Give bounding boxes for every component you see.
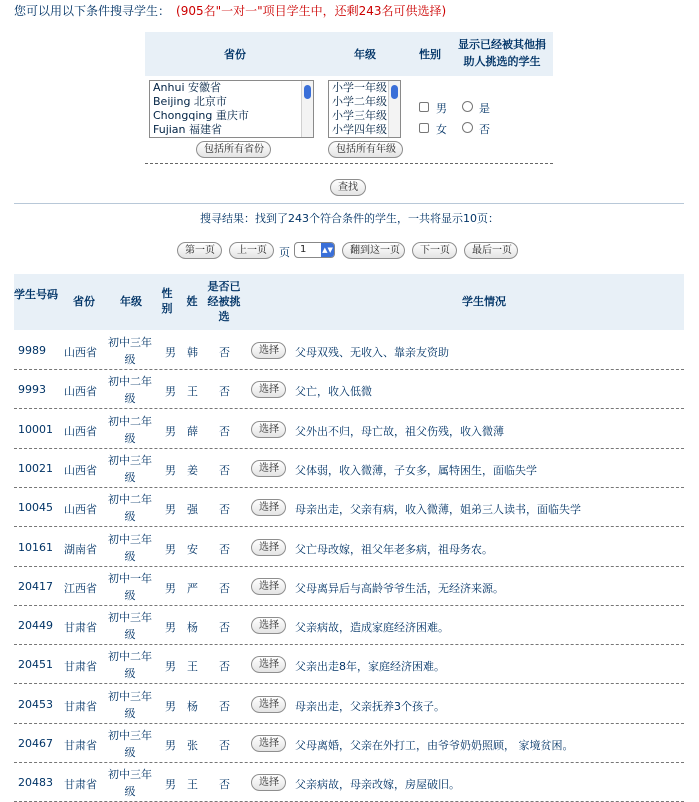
last-page-button[interactable]: 最后一页	[464, 242, 518, 259]
prev-page-button[interactable]: 上一页	[229, 242, 274, 259]
student-situation: 父亡母改嫁，祖父年老多病，祖母务农。	[295, 543, 493, 556]
student-id: 10001	[18, 423, 53, 436]
select-student-button[interactable]: 选择	[251, 499, 286, 516]
student-surname: 王	[187, 778, 198, 791]
student-gender: 男	[165, 543, 176, 556]
student-grade: 初中三年级	[108, 768, 152, 798]
student-surname: 王	[187, 660, 198, 673]
show-picked-yes-label: 是	[479, 102, 490, 115]
student-province: 甘肃省	[64, 660, 97, 673]
student-province: 甘肃省	[64, 700, 97, 713]
filter-divider	[145, 163, 553, 164]
student-picked: 否	[219, 621, 230, 634]
student-picked: 否	[219, 464, 230, 477]
select-student-button[interactable]: 选择	[251, 342, 286, 359]
gender-female-label: 女	[436, 123, 447, 136]
table-row	[14, 763, 684, 802]
gender-male-checkbox[interactable]	[419, 102, 429, 112]
table-row	[14, 488, 684, 527]
first-page-button[interactable]: 第一页	[177, 242, 222, 259]
province-option[interactable]: Beijing 北京市	[153, 95, 227, 108]
student-gender: 男	[165, 464, 176, 477]
student-surname: 严	[187, 582, 198, 595]
student-id: 20483	[18, 776, 53, 789]
student-surname: 安	[187, 543, 198, 556]
select-student-button[interactable]: 选择	[251, 617, 286, 634]
show-picked-yes-radio[interactable]	[462, 101, 473, 112]
student-grade: 初中二年级	[108, 375, 152, 405]
page-label: 页	[279, 246, 290, 259]
table-row	[14, 528, 684, 567]
student-gender: 男	[165, 385, 176, 398]
go-to-page-button[interactable]: 翻到这一页	[342, 242, 405, 259]
select-student-button[interactable]: 选择	[251, 696, 286, 713]
student-id: 9989	[18, 344, 46, 357]
select-student-button[interactable]: 选择	[251, 578, 286, 595]
table-row	[14, 370, 684, 409]
gender-male-label: 男	[436, 102, 447, 115]
table-row	[14, 685, 684, 724]
select-student-button[interactable]: 选择	[251, 421, 286, 438]
student-surname: 强	[187, 503, 198, 516]
grade-option[interactable]: 小学一年级	[332, 81, 387, 94]
show-picked-no-label: 否	[479, 123, 490, 136]
table-row	[14, 410, 684, 449]
student-gender: 男	[165, 778, 176, 791]
intro-text: 您可以用以下条件搜寻学生：	[14, 4, 171, 18]
select-student-button[interactable]: 选择	[251, 735, 286, 752]
search-button[interactable]: 查找	[330, 179, 366, 196]
grade-option[interactable]: 小学三年级	[332, 109, 387, 122]
student-gender: 男	[165, 660, 176, 673]
student-id: 10161	[18, 541, 53, 554]
table-row	[14, 567, 684, 606]
province-option[interactable]: Chongqing 重庆市	[153, 109, 249, 122]
section-divider	[14, 203, 684, 204]
page-select[interactable]	[294, 242, 335, 258]
student-surname: 杨	[187, 700, 198, 713]
include-all-provinces-button[interactable]: 包括所有省份	[196, 141, 271, 158]
student-id: 20451	[18, 658, 53, 671]
student-situation: 母亲出走，父亲抚养3个孩子。	[295, 700, 445, 713]
col-header-id: 学生号码	[14, 288, 58, 301]
grade-listbox[interactable]	[328, 80, 401, 138]
student-gender: 男	[165, 503, 176, 516]
search-filter-panel	[145, 32, 553, 166]
province-scrollbar[interactable]	[301, 81, 313, 137]
student-picked: 否	[219, 660, 230, 673]
student-province: 甘肃省	[64, 778, 97, 791]
select-student-button[interactable]: 选择	[251, 656, 286, 673]
col-header-grade: 年级	[120, 295, 142, 308]
student-situation: 父亡，收入低微	[295, 385, 372, 398]
student-situation: 父母离异后与高龄爷爷生活，无经济来源。	[295, 582, 504, 595]
student-province: 江西省	[64, 582, 97, 595]
col-header-surname: 姓	[186, 295, 198, 308]
student-picked: 否	[219, 503, 230, 516]
student-situation: 父母离婚，父亲在外打工，由爷爷奶奶照顾， 家境贫困。	[295, 739, 574, 752]
student-grade: 初中二年级	[108, 650, 152, 680]
student-picked: 否	[219, 425, 230, 438]
search-intro	[14, 2, 446, 19]
student-grade: 初中二年级	[108, 415, 152, 445]
student-gender: 男	[165, 425, 176, 438]
col-header-gender: 性别	[161, 287, 173, 315]
grade-scroll-thumb[interactable]	[391, 85, 398, 99]
student-grade: 初中一年级	[108, 572, 152, 602]
student-province: 山西省	[64, 385, 97, 398]
student-grade: 初中三年级	[108, 690, 152, 720]
table-row	[14, 449, 684, 488]
select-student-button[interactable]: 选择	[251, 460, 286, 477]
table-row	[14, 724, 684, 763]
filter-header-gender: 性别	[419, 48, 441, 61]
student-situation: 父外出不归，母亡故，祖父伤残，收入微薄	[295, 425, 504, 438]
student-surname: 薛	[187, 425, 198, 438]
filter-header	[145, 32, 553, 76]
student-situation: 父亲出走8年，家庭经济困难。	[295, 660, 445, 673]
grade-scrollbar[interactable]	[388, 81, 400, 137]
student-id: 20453	[18, 698, 53, 711]
province-listbox[interactable]	[149, 80, 314, 138]
remaining-count-note: (905名"一对一"项目学生中，还剩243名可供选择)	[176, 4, 447, 18]
table-row	[14, 331, 684, 370]
student-gender: 男	[165, 346, 176, 359]
student-grade: 初中三年级	[108, 729, 152, 759]
student-grade: 初中三年级	[108, 336, 152, 366]
student-surname: 韩	[187, 346, 198, 359]
col-header-situation: 学生情况	[462, 295, 506, 308]
student-situation: 父体弱，收入微薄，子女多，属特困生，面临失学	[295, 464, 537, 477]
student-grade: 初中三年级	[108, 533, 152, 563]
student-id: 10021	[18, 462, 53, 475]
student-province: 甘肃省	[64, 621, 97, 634]
student-province: 甘肃省	[64, 739, 97, 752]
select-student-button[interactable]: 选择	[251, 539, 286, 556]
province-scroll-thumb[interactable]	[304, 85, 311, 99]
student-gender: 男	[165, 582, 176, 595]
student-id: 20417	[18, 580, 53, 593]
province-option[interactable]: Anhui 安徽省	[153, 81, 221, 94]
province-option[interactable]: Fujian 福建省	[153, 123, 223, 136]
select-student-button[interactable]: 选择	[251, 381, 286, 398]
student-situation: 母亲出走，父亲有病，收入微薄，姐弟三人读书，面临失学	[295, 503, 581, 516]
student-picked: 否	[219, 543, 230, 556]
student-gender: 男	[165, 621, 176, 634]
search-result-summary: 搜寻结果：找到了243个符合条件的学生，一共将显示10页：	[200, 212, 499, 225]
grade-option[interactable]: 小学四年级	[332, 123, 387, 136]
filter-header-province: 省份	[224, 48, 246, 61]
col-header-picked: 是否已经被挑选	[207, 280, 241, 323]
filter-header-show-picked: 显示已经被其他捐助人挑选的学生	[458, 38, 546, 68]
include-all-grades-button[interactable]: 包括所有年级	[328, 141, 403, 158]
students-table-header	[14, 274, 684, 330]
next-page-button[interactable]: 下一页	[412, 242, 457, 259]
student-grade: 初中二年级	[108, 493, 152, 523]
page-select-value: 1	[300, 244, 307, 255]
select-arrows-icon: ▲▼	[321, 243, 334, 257]
student-province: 山西省	[64, 464, 97, 477]
student-surname: 姜	[187, 464, 198, 477]
student-situation: 父亲病故，母亲改嫁，房屋破旧。	[295, 778, 460, 791]
student-id: 20449	[18, 619, 53, 632]
student-picked: 否	[219, 739, 230, 752]
student-picked: 否	[219, 385, 230, 398]
student-id: 20467	[18, 737, 53, 750]
student-picked: 否	[219, 778, 230, 791]
table-row	[14, 606, 684, 645]
student-grade: 初中三年级	[108, 454, 152, 484]
select-student-button[interactable]: 选择	[251, 774, 286, 791]
student-province: 山西省	[64, 425, 97, 438]
student-id: 10045	[18, 501, 53, 514]
grade-option[interactable]: 小学二年级	[332, 95, 387, 108]
gender-female-checkbox[interactable]	[419, 123, 429, 133]
student-surname: 杨	[187, 621, 198, 634]
student-province: 山西省	[64, 346, 97, 359]
student-picked: 否	[219, 700, 230, 713]
student-province: 山西省	[64, 503, 97, 516]
table-row	[14, 645, 684, 684]
student-gender: 男	[165, 739, 176, 752]
student-situation: 父母双残、无收入、靠亲友资助	[295, 346, 449, 359]
student-situation: 父亲病故，造成家庭经济困难。	[295, 621, 449, 634]
student-id: 9993	[18, 383, 46, 396]
filter-header-grade: 年级	[354, 48, 376, 61]
show-picked-no-radio[interactable]	[462, 122, 473, 133]
student-surname: 王	[187, 385, 198, 398]
student-gender: 男	[165, 700, 176, 713]
student-province: 湖南省	[64, 543, 97, 556]
student-grade: 初中三年级	[108, 611, 152, 641]
col-header-province: 省份	[73, 295, 95, 308]
student-surname: 张	[187, 739, 198, 752]
student-picked: 否	[219, 346, 230, 359]
student-picked: 否	[219, 582, 230, 595]
